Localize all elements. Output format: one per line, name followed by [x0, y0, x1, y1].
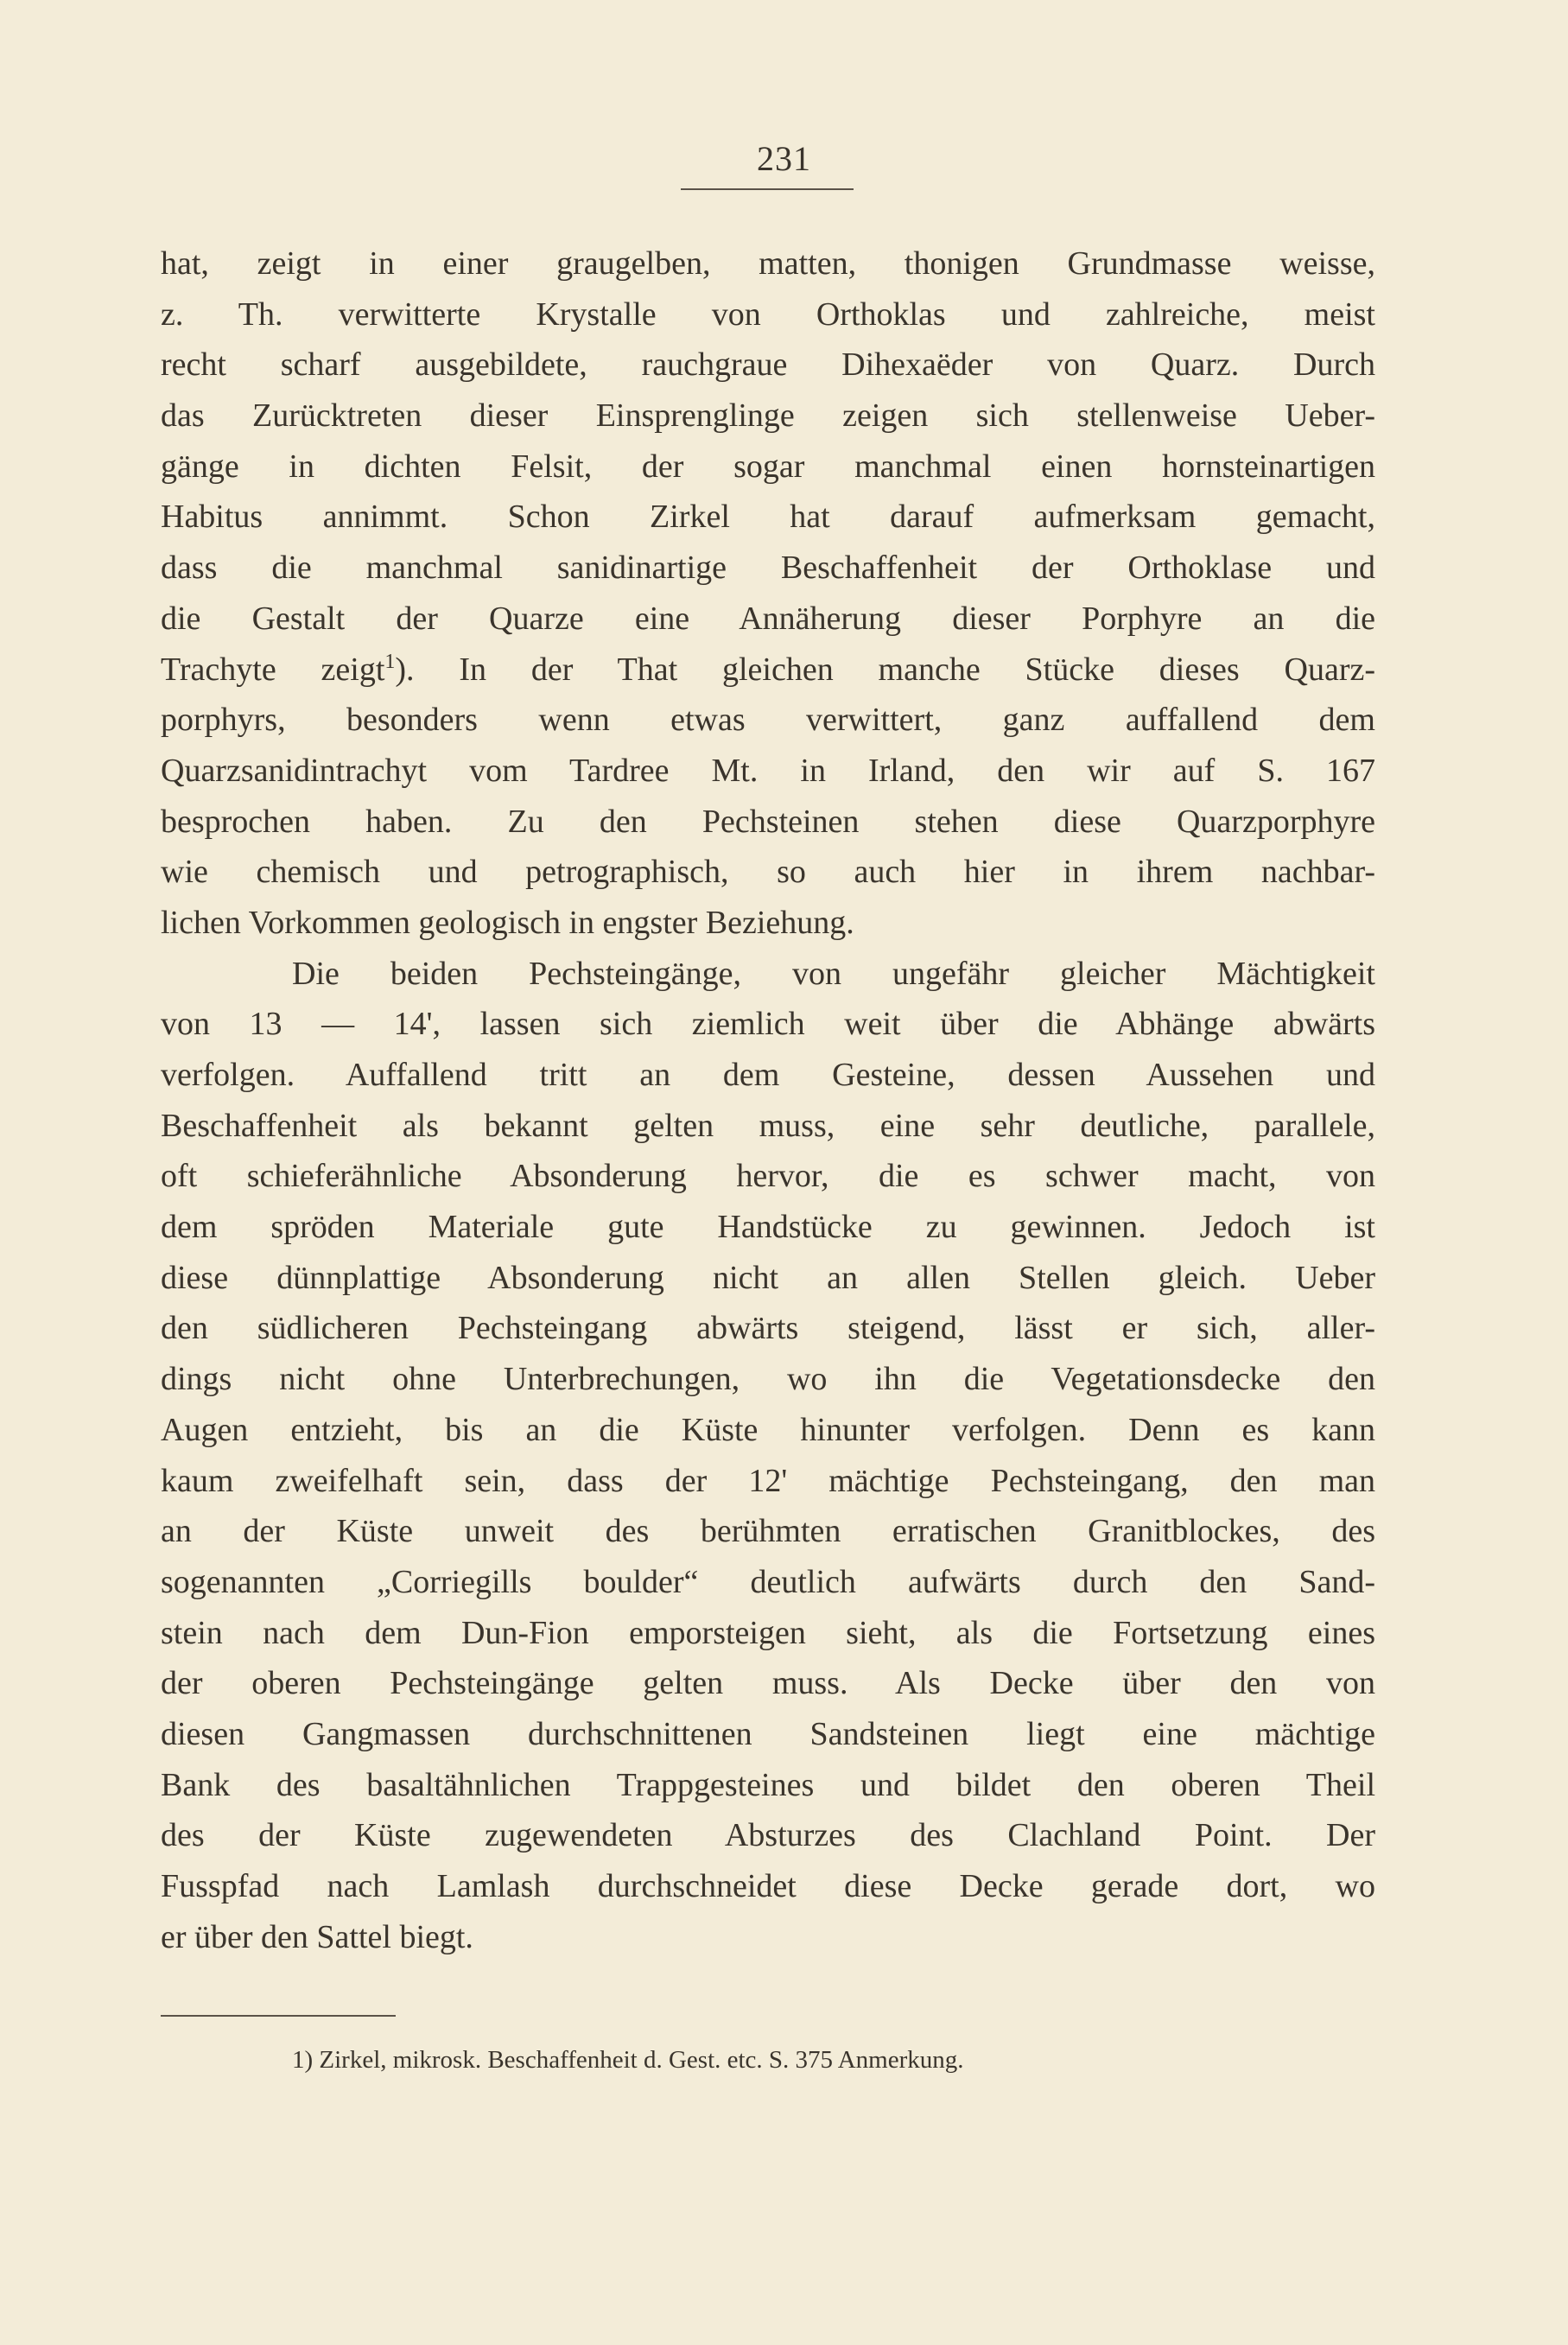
text-line: porphyrs, besonders wenn etwas verwittert, ganz auffallend dem: [161, 702, 1375, 739]
text-line: hat, zeigt in einer graugelben, matten, thonigen Grundmasse weisse,: [161, 245, 1375, 282]
text-line: von 13 — 14', lassen sich ziemlich weit über die Abhänge abwärts: [161, 1006, 1375, 1043]
text-line: gänge in dichten Felsit, der sogar manchmal einen hornsteinartigen: [161, 448, 1375, 485]
footnote-reference: 1: [384, 650, 396, 673]
text-line: die Gestalt der Quarze eine Annäherung dieser Porphyre an die: [161, 600, 1375, 637]
text-fragment: Trachyte zeigt: [161, 651, 385, 688]
header-rule: [681, 188, 854, 190]
text-line: besprochen haben. Zu den Pechsteinen stehen diese Quarzporphyre: [161, 803, 1375, 840]
text-line: er über den Sattel biegt.: [161, 1918, 473, 1955]
text-line: Quarzsanidintrachyt vom Tardree Mt. in Irland, den wir auf S. 167: [161, 752, 1375, 789]
body-text: [161, 238, 1375, 1962]
text-line: der oberen Pechsteingänge gelten muss. Als Decke über den von: [161, 1665, 1375, 1702]
text-line: Habitus annimmt. Schon Zirkel hat darauf aufmerksam gemacht,: [161, 499, 1375, 536]
text-line: diesen Gangmassen durchschnittenen Sandsteinen liegt eine mächtige: [161, 1715, 1375, 1752]
text-line: kaum zweifelhaft sein, dass der 12' mächtige Pechsteingang, den man: [161, 1462, 1375, 1499]
text-line: des der Küste zugewendeten Absturzes des Clachland Point. Der: [161, 1817, 1375, 1854]
text-line: Beschaffenheit als bekannt gelten muss, eine sehr deutliche, parallele,: [161, 1107, 1375, 1144]
text-line: verfolgen. Auffallend tritt an dem Gesteine, dessen Aussehen und: [161, 1057, 1375, 1093]
text-line: Augen entzieht, bis an die Küste hinunter verfolgen. Denn es kann: [161, 1411, 1375, 1448]
text-line: dem spröden Materiale gute Handstücke zu gewinnen. Jedoch ist: [161, 1209, 1375, 1246]
text-line: Fusspfad nach Lamlash durchschneidet diese Decke gerade dort, wo: [161, 1868, 1375, 1904]
text-line: wie chemisch und petrographisch, so auch hier in ihrem nachbar-: [161, 854, 1375, 891]
text-fragment: ). In der That gleichen manche Stücke dieses Quarz-: [395, 651, 1375, 688]
text-line: z. Th. verwitterte Krystalle von Orthoklas und zahlreiche, meist: [161, 296, 1375, 333]
text-line: das Zurücktreten dieser Einsprenglinge zeigen sich stellenweise Ueber-: [161, 397, 1375, 435]
text-line: an der Küste unweit des berühmten erratischen Granitblockes, des: [161, 1513, 1375, 1550]
text-line: Bank des basaltähnlichen Trappgesteines und bildet den oberen Theil: [161, 1766, 1375, 1803]
text-line: sogenannten „Corriegills boulder“ deutlich aufwärts durch den Sand-: [161, 1563, 1375, 1600]
text-line: stein nach dem Dun-Fion emporsteigen sieht, als die Fortsetzung eines: [161, 1614, 1375, 1651]
text-line: lichen Vorkommen geologisch in engster Beziehung.: [161, 904, 854, 941]
text-line: recht scharf ausgebildete, rauchgraue Dihexaëder von Quarz. Durch: [161, 346, 1375, 384]
text-line: diese dünnplattige Absonderung nicht an allen Stellen gleich. Ueber: [161, 1259, 1375, 1296]
text-line: dass die manchmal sanidinartige Beschaffenheit der Orthoklase und: [161, 550, 1375, 587]
text-line: den südlicheren Pechsteingang abwärts steigend, lässt er sich, aller-: [161, 1310, 1375, 1347]
text-line-with-footnote-ref: [161, 645, 1375, 696]
footnote-rule: [161, 2015, 396, 2017]
text-line: Die beiden Pechsteingänge, von ungefähr gleicher Mächtigkeit: [292, 955, 1375, 992]
page-number: 231: [757, 139, 811, 178]
footnote: 1) Zirkel, mikrosk. Beschaffenheit d. Gest. etc. S. 375 Anmerkung.: [292, 2046, 964, 2074]
text-line: dings nicht ohne Unterbrechungen, wo ihn die Vegetationsdecke den: [161, 1361, 1375, 1398]
text-line: oft schieferähnliche Absonderung hervor, die es schwer macht, von: [161, 1158, 1375, 1195]
